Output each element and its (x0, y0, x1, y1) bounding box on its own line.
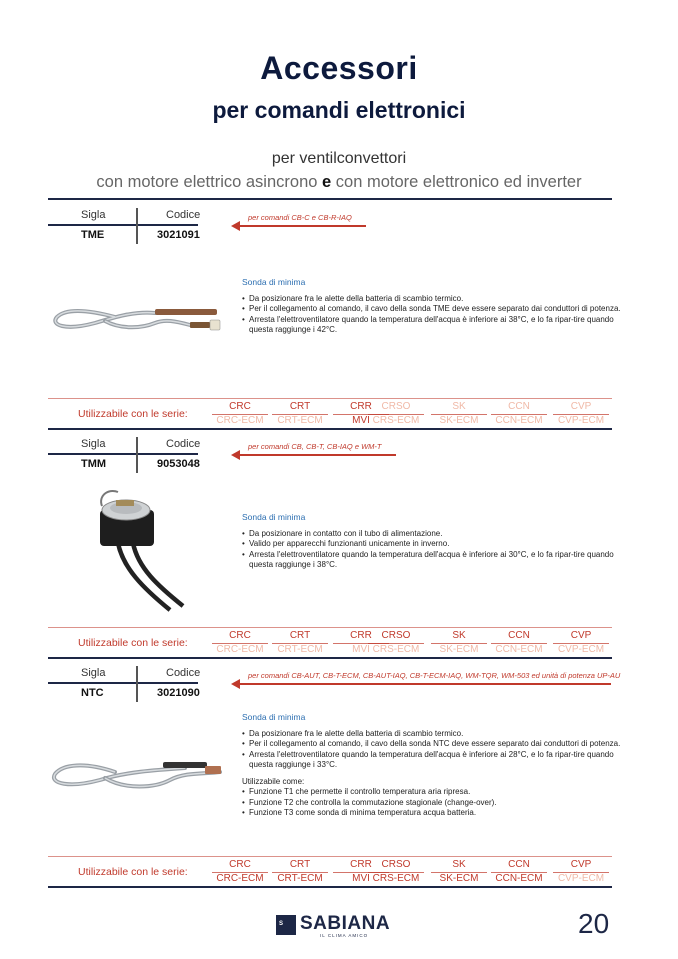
series-name: CRSO (381, 859, 411, 870)
series-name: CVP (570, 630, 592, 641)
codice-label: Codice (166, 438, 201, 450)
series-cell-sk (429, 859, 489, 885)
series-label: Utilizzabile con le serie: (78, 866, 188, 878)
bullet-list (242, 294, 622, 336)
motor-part2: con motore elettronico ed inverter (335, 173, 582, 191)
series-variant: CRT-ECM (277, 415, 323, 426)
series-name: CVP (570, 401, 592, 412)
arrow-line (236, 454, 396, 456)
series-variant: CVP-ECM (557, 644, 605, 655)
product-header-tme (48, 200, 612, 241)
bullet: • Valido per apparecchi funzionanti unicamente in inverno. (242, 539, 622, 550)
motor-part1: con motore elettrico asincrono (96, 173, 318, 191)
series-cell-cvp (551, 401, 611, 427)
codice-label: Codice (166, 209, 201, 221)
series-cell-sk (429, 401, 489, 427)
series-variant: SK-ECM (439, 415, 479, 426)
series-name: CCN (508, 401, 530, 412)
series-label: Utilizzabile con le serie: (78, 408, 188, 420)
series-name: CRR (350, 859, 372, 870)
bullet: • Da posizionare in contatto con il tubo di alimentazione. (242, 529, 622, 540)
series-variant: CRS-ECM (372, 873, 420, 884)
series-name: SK (452, 401, 466, 412)
series-variant: CRT-ECM (277, 644, 323, 655)
sigla-label: Sigla (81, 667, 106, 679)
bullet: • Da posizionare fra le alette della batteria di scambio termico. (242, 294, 622, 305)
motor-and: e (322, 173, 332, 191)
series-cell-crc (210, 630, 270, 656)
bullet: • Arresta l'elettroventilatore quando la temperatura dell'acqua è inferiore ai 38°C, e lo fa ripar-tire quando questa raggiunge i 42°C. (242, 315, 622, 336)
sigla-label: Sigla (81, 209, 106, 221)
series-cell-ccn (489, 859, 549, 885)
codice-value: 3021090 (157, 687, 200, 699)
series-name: CRSO (381, 401, 411, 412)
compat-note: per comandi CB-AUT, CB-T-ECM, CB-AUT-IAQ, CB-T-ECM-IAQ, WM-TQR, WM-503 ed unità di potenza UP-AU (248, 671, 621, 680)
usable-list (242, 787, 622, 819)
series-variant: MVI (352, 873, 370, 884)
series-variant: CRC-ECM (216, 644, 264, 655)
series-name: CVP (570, 859, 592, 870)
ntc-description (242, 712, 622, 819)
series-row-tmm (48, 627, 612, 659)
tmm-probe-image (88, 488, 188, 613)
series-variant: CRT-ECM (277, 873, 323, 884)
series-variant: CRS-ECM (372, 644, 420, 655)
series-name: CRT (289, 859, 311, 870)
series-variant: MVI (352, 644, 370, 655)
series-name: CRC (229, 401, 251, 412)
motor-line (0, 173, 678, 192)
series-variant: CRS-ECM (372, 415, 420, 426)
desc-title: Sonda di minima (242, 277, 306, 287)
arrow-line (236, 683, 611, 685)
series-cell-cvp (551, 630, 611, 656)
product-header-tmm (48, 429, 612, 470)
logo-brand: SABIANA (300, 913, 391, 934)
series-row-ntc (48, 856, 612, 888)
header-rule (48, 453, 198, 455)
codice-value: 3021091 (157, 229, 200, 241)
series-variant: CVP-ECM (557, 415, 605, 426)
compat-note: per comandi CB-C e CB-R-IAQ (248, 213, 352, 222)
series-name: CRC (229, 630, 251, 641)
bullet: • Arresta l'elettroventilatore quando la temperatura dell'acqua è inferiore ai 30°C, e lo fa ripar-tire quando questa raggiunge i 38°C. (242, 550, 622, 571)
sigla-value: TMM (81, 458, 107, 470)
series-label: Utilizzabile con le serie: (78, 637, 188, 649)
series-name: CRT (289, 401, 311, 412)
bullet: • Per il collegamento al comando, il cavo della sonda NTC deve essere separato dai conduttori di potenza. (242, 739, 622, 750)
series-cell-crt (270, 401, 330, 427)
series-cell-crt (270, 859, 330, 885)
series-cell-crso (366, 859, 426, 885)
series-cell-crt (270, 630, 330, 656)
series-cell-ccn (489, 401, 549, 427)
usable-item: • Funzione T3 come sonda di minima temperatura acqua batteria. (242, 808, 622, 819)
usable-title: Utilizzabile come: (242, 776, 305, 786)
arrow-line (236, 225, 366, 227)
header-rule (48, 682, 198, 684)
tme-description (242, 277, 622, 336)
series-variant: CCN-ECM (495, 873, 543, 884)
usable-item: • Funzione T2 che controlla la commutazione stagionale (change-over). (242, 798, 622, 809)
tmm-description (242, 512, 622, 571)
bullet: • Per il collegamento al comando, il cavo della sonda TME deve essere separato dai conduttori di potenza. (242, 304, 622, 315)
series-variant: SK-ECM (439, 873, 479, 884)
logo-tagline: IL CLIMA AMICO (320, 933, 369, 938)
header-divider (136, 437, 138, 473)
for-line: per ventilconvettori (271, 150, 407, 167)
codice-value: 9053048 (157, 458, 200, 470)
sigla-value: NTC (81, 687, 104, 699)
series-name: CRT (289, 630, 311, 641)
series-name: CRR (350, 630, 372, 641)
series-name: SK (452, 630, 466, 641)
series-variant: CRC-ECM (216, 415, 264, 426)
sigla-value: TME (81, 229, 105, 241)
series-variant: CVP-ECM (557, 873, 605, 884)
series-name: CRSO (381, 630, 411, 641)
compat-note: per comandi CB, CB-T, CB-IAQ e WM-T (248, 442, 382, 451)
series-cell-crc (210, 859, 270, 885)
sigla-label: Sigla (81, 438, 106, 450)
series-variant: CCN-ECM (495, 644, 543, 655)
series-variant: CCN-ECM (495, 415, 543, 426)
series-variant: CRC-ECM (216, 873, 264, 884)
bullet-list (242, 729, 622, 771)
series-variant: SK-ECM (439, 644, 479, 655)
header-divider (136, 666, 138, 702)
series-cell-crso (366, 630, 426, 656)
series-cell-sk (429, 630, 489, 656)
series-cell-ccn (489, 630, 549, 656)
codice-label: Codice (166, 667, 201, 679)
tme-probe-image (45, 295, 235, 345)
product-header-ntc (48, 658, 621, 699)
series-cell-cvp (551, 859, 611, 885)
bullet: • Arresta l'elettroventilatore quando la temperatura dell'acqua è inferiore ai 28°C, e lo fa ripar-tire quando questa raggiunge i 33°C. (242, 750, 622, 771)
series-name: CRR (350, 401, 372, 412)
logo-mark-icon: S (276, 915, 296, 935)
series-cell-crc (210, 401, 270, 427)
series-row-tme (48, 398, 612, 430)
page-number: 20 (578, 908, 610, 939)
series-name: CCN (508, 859, 530, 870)
series-name: SK (452, 859, 466, 870)
series-cell-crso (366, 401, 426, 427)
desc-title: Sonda di minima (242, 712, 306, 722)
bullet: • Da posizionare fra le alette della batteria di scambio termico. (242, 729, 622, 740)
header-rule (48, 224, 198, 226)
series-name: CRC (229, 859, 251, 870)
desc-title: Sonda di minima (242, 512, 306, 522)
ntc-probe-image (45, 752, 230, 802)
series-name: CCN (508, 630, 530, 641)
header-divider (136, 208, 138, 244)
bullet-list (242, 529, 622, 571)
page-subtitle: per comandi elettronici (212, 97, 466, 123)
usable-item: • Funzione T1 che permette il controllo temperatura aria ripresa. (242, 787, 622, 798)
page-title: Accessori (260, 50, 418, 86)
series-variant: MVI (352, 415, 370, 426)
